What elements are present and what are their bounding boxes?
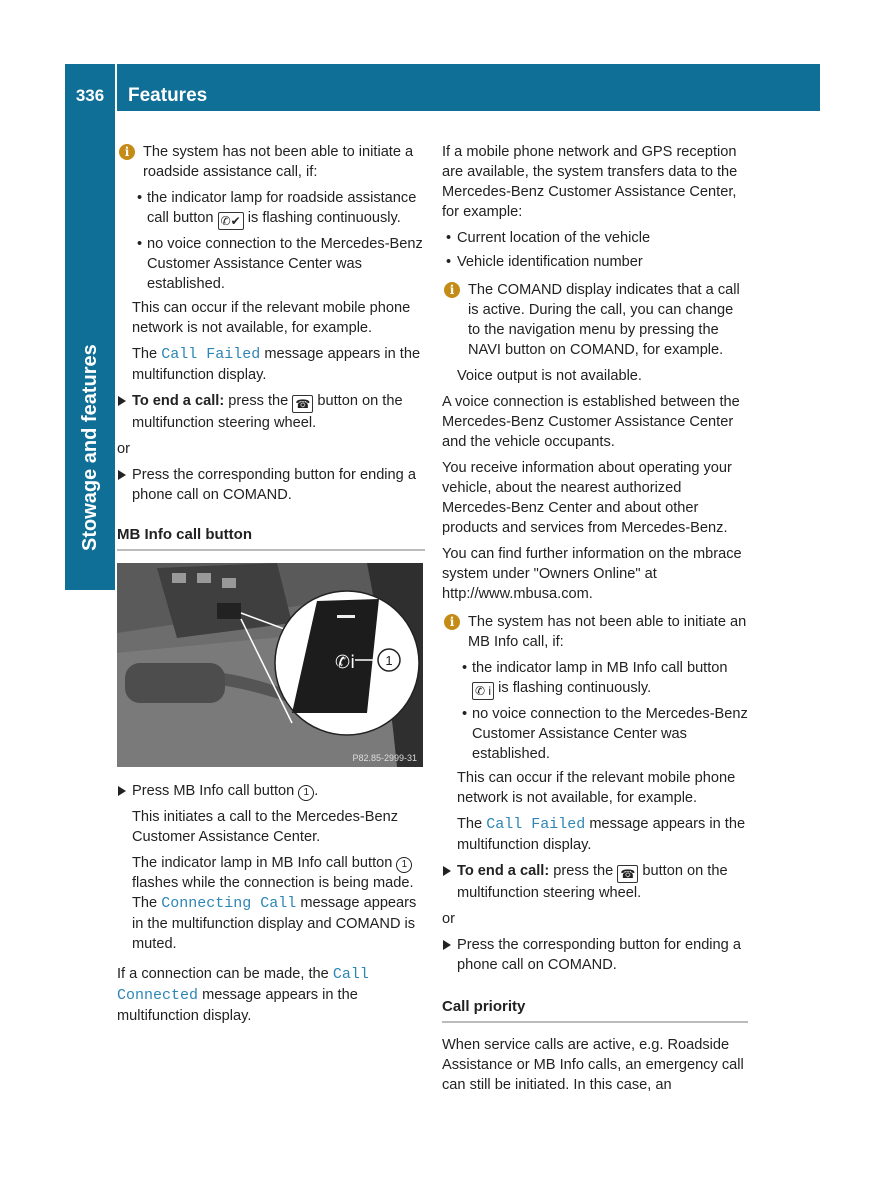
photo-callout: 1 [385,653,393,668]
callout-number: 1 [298,785,314,801]
list-item: • no voice connection to the Mercedes-Benz Customer Assistance Center was established. [117,234,425,294]
step-arrow-icon [443,940,451,950]
info-text: The system has not been able to initiate an MB Info call, if: [468,614,747,650]
photo-code: P82.85-2999-31 [352,753,417,763]
info-paragraph: This can occur if the relevant mobile phone network is not available, for example. [132,300,411,336]
display-message: Call Connected [117,966,369,1004]
side-tab [65,111,115,590]
roadside-call-button-icon: ✆✔ [218,212,244,230]
right-column [442,142,748,1101]
left-column [117,142,425,1032]
instruction-step: Press the corresponding button for ending a phone call on COMAND. [117,465,425,505]
info-text: The system has not been able to initiate a roadside assistance call, if: [143,144,414,180]
list-item: • Current location of the vehicle [442,228,748,248]
info-paragraph: The Call Failed message appears in the multifunction display. [457,816,746,853]
info-note-comand [442,280,748,360]
paragraph: A voice connection is established between the Mercedes-Benz Customer Assistance Center and the vehicle occupants. [442,394,740,450]
page-header [65,64,820,111]
instruction-step: Press MB Info call button 1 . [117,781,425,801]
info-text: The COMAND display indicates that a call is active. During the call, you can change to the navigation menu by pressing the NAVI button on COMAND, for example. [468,282,740,358]
info-icon: i [444,614,460,630]
instruction-step: To end a call: press the ☎ button on the multifunction steering wheel. [117,391,425,433]
section-title: Features [128,85,208,106]
paragraph: If a connection can be made, the Call Connected message appears in the multifunction display. [117,966,369,1024]
list-item: • Vehicle identification number [442,252,748,272]
end-call-button-icon: ☎ [617,865,638,883]
side-tab-label: Stowage and features [79,344,101,551]
heading-call-priority: Call priority [442,997,748,1023]
mb-info-button-photo [117,563,423,767]
step-paragraph: The indicator lamp in MB Info call button 1 flashes while the connection is being made. The Connecting Call message appears in the multifunction display and COMAND is muted. [132,855,417,952]
step-arrow-icon [118,786,126,796]
callout-number: 1 [396,857,412,873]
list-item: • the indicator lamp in MB Info call button ✆ i is flashing continuously. [442,658,748,700]
or-text: or [117,441,130,457]
info-icon: i [119,144,135,160]
info-note-mb-info [442,612,748,652]
paragraph: You receive information about operating your vehicle, about the nearest authorized Mercedes-Benz Center and about other products and services from Mercedes-Benz. [442,460,732,536]
svg-text:✆i: ✆i [335,652,356,673]
list-item: • the indicator lamp for roadside assistance call button ✆✔ is flashing continuously. [117,188,425,230]
info-icon: i [444,282,460,298]
or-text: or [442,911,455,927]
instruction-step: Press the corresponding button for ending a phone call on COMAND. [442,935,748,975]
info-note-roadside [117,142,425,182]
display-message: Call Failed [486,816,586,833]
paragraph: You can find further information on the mbrace system under "Owners Online" at http://www.mbusa.com. [442,546,742,602]
step-arrow-icon [443,866,451,876]
instruction-step: To end a call: press the ☎ button on the multifunction steering wheel. [442,861,748,903]
step-paragraph: This initiates a call to the Mercedes-Benz Customer Assistance Center. [132,809,399,845]
heading-mb-info: MB Info call button [117,525,425,551]
paragraph: If a mobile phone network and GPS reception are available, the system transfers data to the Mercedes-Benz Customer Assistance Center, for example: [442,144,738,220]
info-paragraph: The Call Failed message appears in the multifunction display. [132,346,421,383]
step-arrow-icon [118,396,126,406]
info-paragraph: Voice output is not available. [457,368,642,384]
display-message: Connecting Call [161,895,297,912]
end-call-button-icon: ☎ [292,395,313,413]
list-item: • no voice connection to the Mercedes-Benz Customer Assistance Center was established. [442,704,748,764]
header-divider [115,64,117,111]
step-arrow-icon [118,470,126,480]
info-paragraph: This can occur if the relevant mobile phone network is not available, for example. [457,770,736,806]
page-number: 336 [75,86,105,105]
paragraph: When service calls are active, e.g. Roadside Assistance or MB Info calls, an emergency call can still be initiated. In this case, an [442,1037,744,1093]
display-message: Call Failed [161,346,261,363]
mb-info-button-icon: ✆ i [472,682,494,700]
